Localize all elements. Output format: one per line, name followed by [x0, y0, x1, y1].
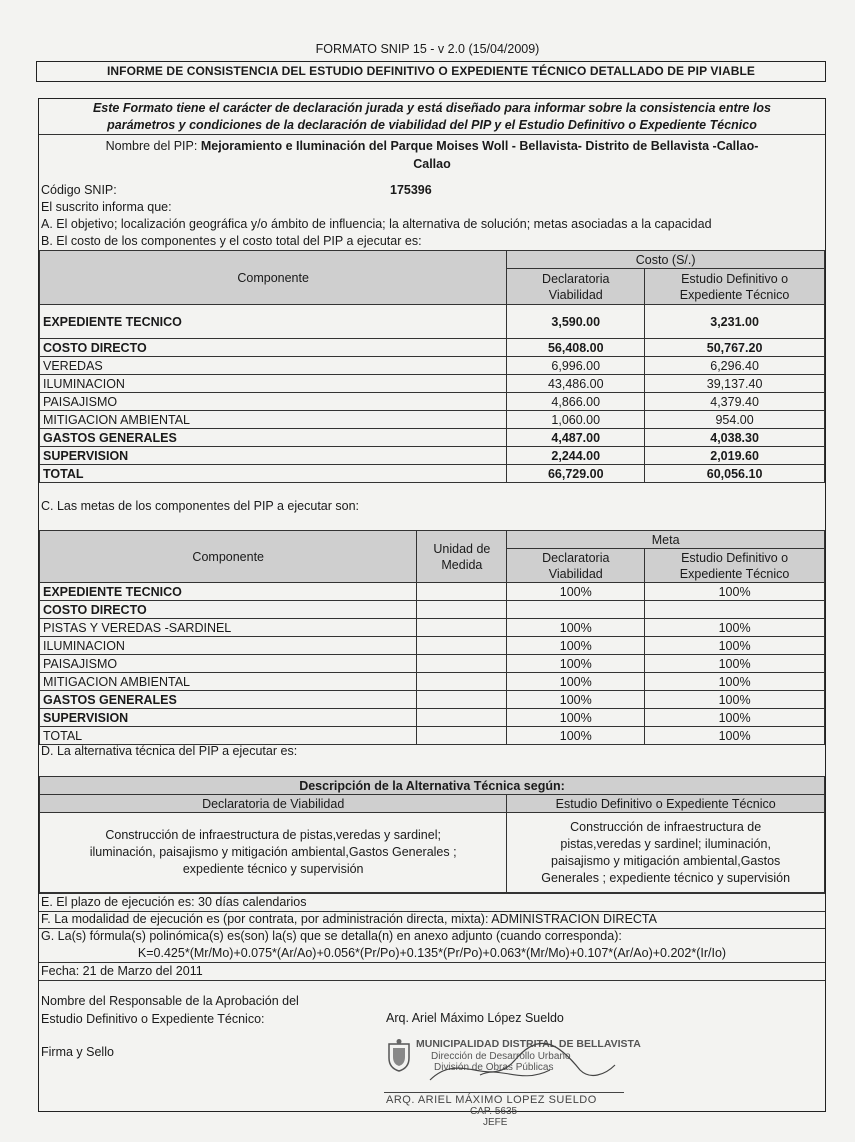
- cost-row-est: 60,056.10: [645, 465, 825, 483]
- pip-name-value-1: Mejoramiento e Iluminación del Parque Moises Woll - Bellavista- Distrito de Bellavista -Callao-: [200, 139, 759, 153]
- cost-row-est: 2,019.60: [645, 447, 825, 465]
- stamp-cap: CAP. 5635: [470, 1106, 518, 1117]
- report-title: INFORME DE CONSISTENCIA DEL ESTUDIO DEFINITIVO O EXPEDIENTE TÉCNICO DETALLADO DE PIP VIABLE: [36, 61, 826, 82]
- item-c: C. Las metas de los componentes del PIP a ejecutar son:: [41, 499, 360, 513]
- pip-name-value-2: Callao: [413, 157, 451, 171]
- cost-row-component: ILUMINACION: [40, 375, 507, 393]
- cost-row-est: 4,379.40: [645, 393, 825, 411]
- formula: K=0.425*(Mr/Mo)+0.075*(Ar/Ao)+0.056*(Pr/Po)+0.135*(Pr/Po)+0.063*(Mr/Mo)+0.107*(Ar/Ao)+0.202*(Ir/Io): [137, 946, 727, 960]
- alternative-title: Descripción de la Alternativa Técnica según:: [40, 777, 825, 795]
- meta-col-decl: Declaratoria Viabilidad: [507, 549, 645, 583]
- cost-row-component: VEREDAS: [40, 357, 507, 375]
- cost-row-est: 4,038.30: [645, 429, 825, 447]
- item-g: G. La(s) fórmula(s) polinómica(s) es(son) la(s) que se detalla(n) en anexo adjunto (cuando corresponda):: [41, 929, 622, 943]
- meta-row-component: PAISAJISMO: [40, 655, 417, 673]
- meta-row-component: MITIGACION AMBIENTAL: [40, 673, 417, 691]
- table-row: [40, 357, 825, 375]
- divider: [39, 980, 825, 981]
- date: Fecha: 21 de Marzo del 2011: [41, 964, 203, 978]
- responsible-name: Arq. Ariel Máximo López Sueldo: [386, 1011, 564, 1025]
- declaration-note: [39, 99, 825, 135]
- cost-row-decl: 2,244.00: [507, 447, 645, 465]
- stamp-institution: MUNICIPALIDAD DISTRITAL DE BELLAVISTA: [416, 1038, 641, 1050]
- stamp-signer: ARQ. ARIEL MÁXIMO LOPEZ SUELDO: [386, 1094, 597, 1106]
- meta-row-est: [645, 601, 825, 619]
- table-row: [40, 305, 825, 339]
- cost-row-decl: 66,729.00: [507, 465, 645, 483]
- item-a: A. El objetivo; localización geográfica y/o ámbito de influencia; la alternativa de solución; metas asociadas a la capacidad: [41, 217, 712, 231]
- meta-row-unit: [417, 655, 507, 673]
- meta-row-decl: 100%: [507, 673, 645, 691]
- item-d: D. La alternativa técnica del PIP a ejecutar es:: [41, 744, 298, 758]
- cost-row-component: GASTOS GENERALES: [40, 429, 507, 447]
- meta-row-est: 100%: [645, 709, 825, 727]
- cost-row-decl: 4,487.00: [507, 429, 645, 447]
- cost-row-component: MITIGACION AMBIENTAL: [40, 411, 507, 429]
- cost-row-decl: 6,996.00: [507, 357, 645, 375]
- table-row: [40, 727, 825, 745]
- responsible-label-1: Nombre del Responsable de la Aprobación del: [41, 994, 299, 1008]
- meta-row-est: 100%: [645, 637, 825, 655]
- item-b: B. El costo de los componentes y el costo total del PIP a ejecutar es:: [41, 234, 422, 248]
- table-row: [40, 339, 825, 357]
- stamp-dept-1: Dirección de Desarrollo Urbano: [431, 1051, 571, 1062]
- meta-row-decl: 100%: [507, 655, 645, 673]
- meta-row-component: ILUMINACION: [40, 637, 417, 655]
- meta-row-decl: 100%: [507, 709, 645, 727]
- meta-row-unit: [417, 619, 507, 637]
- meta-row-decl: 100%: [507, 727, 645, 745]
- table-row: [40, 411, 825, 429]
- item-e: E. El plazo de ejecución es: 30 días calendarios: [41, 895, 307, 909]
- meta-row-unit: [417, 727, 507, 745]
- alternative-col-est: Estudio Definitivo o Expediente Técnico: [507, 795, 825, 813]
- meta-col-unit: Unidad de Medida: [417, 531, 507, 583]
- cost-col-component: Componente: [40, 251, 507, 305]
- table-row: [40, 637, 825, 655]
- cost-row-component: EXPEDIENTE TECNICO: [40, 305, 507, 339]
- cost-col-cost: Costo (S/.): [507, 251, 825, 269]
- snip-label: Código SNIP:: [41, 183, 117, 197]
- responsible-label-2: Estudio Definitivo o Expediente Técnico:: [41, 1012, 265, 1026]
- table-row: [40, 601, 825, 619]
- table-row: [40, 709, 825, 727]
- meta-row-unit: [417, 637, 507, 655]
- meta-row-component: TOTAL: [40, 727, 417, 745]
- stamp-dept-2: División de Obras Públicas: [434, 1062, 554, 1073]
- table-row: [40, 393, 825, 411]
- table-row: [40, 691, 825, 709]
- meta-row-component: COSTO DIRECTO: [40, 601, 417, 619]
- cost-col-est: Estudio Definitivo o Expediente Técnico: [645, 269, 825, 305]
- table-row: [40, 429, 825, 447]
- alternative-col-decl: Declaratoria de Viabilidad: [40, 795, 507, 813]
- table-row: [40, 465, 825, 483]
- meta-row-unit: [417, 691, 507, 709]
- meta-row-unit: [417, 601, 507, 619]
- cost-row-decl: 3,590.00: [507, 305, 645, 339]
- cost-row-component: TOTAL: [40, 465, 507, 483]
- cost-row-component: PAISAJISMO: [40, 393, 507, 411]
- cost-row-decl: 1,060.00: [507, 411, 645, 429]
- pip-name: [39, 137, 825, 173]
- cost-col-decl: Declaratoria Viabilidad: [507, 269, 645, 305]
- cost-row-decl: 4,866.00: [507, 393, 645, 411]
- format-title: FORMATO SNIP 15 - v 2.0 (15/04/2009): [315, 42, 540, 56]
- alternative-table: [39, 776, 825, 893]
- cost-row-est: 954.00: [645, 411, 825, 429]
- meta-row-est: 100%: [645, 655, 825, 673]
- declaration-line-1: Este Formato tiene el carácter de declaración jurada y está diseñado para informar sobre la consistencia entre los: [92, 101, 772, 115]
- meta-row-decl: 100%: [507, 619, 645, 637]
- cost-row-decl: 43,486.00: [507, 375, 645, 393]
- meta-row-component: GASTOS GENERALES: [40, 691, 417, 709]
- cost-row-est: 6,296.40: [645, 357, 825, 375]
- cost-row-component: COSTO DIRECTO: [40, 339, 507, 357]
- informs-text: El suscrito informa que:: [41, 200, 172, 214]
- item-f: F. La modalidad de ejecución es (por contrata, por administración directa, mixta): ADMINISTRACION DIRECTA: [41, 912, 657, 926]
- divider: [39, 893, 825, 894]
- cost-row-est: 39,137.40: [645, 375, 825, 393]
- cost-row-decl: 56,408.00: [507, 339, 645, 357]
- cost-table: [39, 250, 825, 483]
- meta-row-decl: 100%: [507, 691, 645, 709]
- meta-row-decl: [507, 601, 645, 619]
- table-row: [40, 447, 825, 465]
- signature-line: [384, 1092, 624, 1093]
- handwritten-signature: [420, 1040, 620, 1095]
- cost-row-component: SUPERVISION: [40, 447, 507, 465]
- divider: [39, 962, 825, 963]
- table-row: [40, 655, 825, 673]
- meta-row-est: 100%: [645, 727, 825, 745]
- meta-row-component: SUPERVISION: [40, 709, 417, 727]
- sign-label: Firma y Sello: [41, 1045, 114, 1059]
- declaration-line-2: parámetros y condiciones de la declaración de viabilidad del PIP y el Estudio Definitivo o Expediente Técnico: [107, 118, 757, 132]
- table-row: [40, 619, 825, 637]
- snip-value: 175396: [390, 183, 432, 197]
- municipal-seal-icon: [386, 1038, 412, 1072]
- meta-row-est: 100%: [645, 583, 825, 601]
- table-row: [40, 375, 825, 393]
- cost-row-est: 50,767.20: [645, 339, 825, 357]
- pip-name-label: Nombre del PIP:: [105, 139, 198, 153]
- meta-row-unit: [417, 583, 507, 601]
- meta-row-unit: [417, 709, 507, 727]
- meta-col-est: Estudio Definitivo o Expediente Técnico: [645, 549, 825, 583]
- table-row: [40, 583, 825, 601]
- meta-row-unit: [417, 673, 507, 691]
- meta-row-component: EXPEDIENTE TECNICO: [40, 583, 417, 601]
- table-row: [40, 673, 825, 691]
- meta-col-meta: Meta: [507, 531, 825, 549]
- meta-table: [39, 530, 825, 745]
- meta-row-decl: 100%: [507, 637, 645, 655]
- meta-row-est: 100%: [645, 691, 825, 709]
- meta-row-est: 100%: [645, 619, 825, 637]
- cost-row-est: 3,231.00: [645, 305, 825, 339]
- meta-row-component: PISTAS Y VEREDAS -SARDINEL: [40, 619, 417, 637]
- meta-row-decl: 100%: [507, 583, 645, 601]
- alternative-decl-text: Construcción de infraestructura de pistas,veredas y sardinel; iluminación, paisajismo y mitigación ambiental,Gastos Generales ; expediente técnico y supervisión: [40, 813, 507, 893]
- stamp-role: JEFE: [483, 1117, 508, 1128]
- alternative-est-text: Construcción de infraestructura de pistas,veredas y sardinel; iluminación, paisajismo y mitigación ambiental,Gastos Generales ; expediente técnico y supervisión: [507, 813, 825, 893]
- meta-col-component: Componente: [40, 531, 417, 583]
- meta-row-est: 100%: [645, 673, 825, 691]
